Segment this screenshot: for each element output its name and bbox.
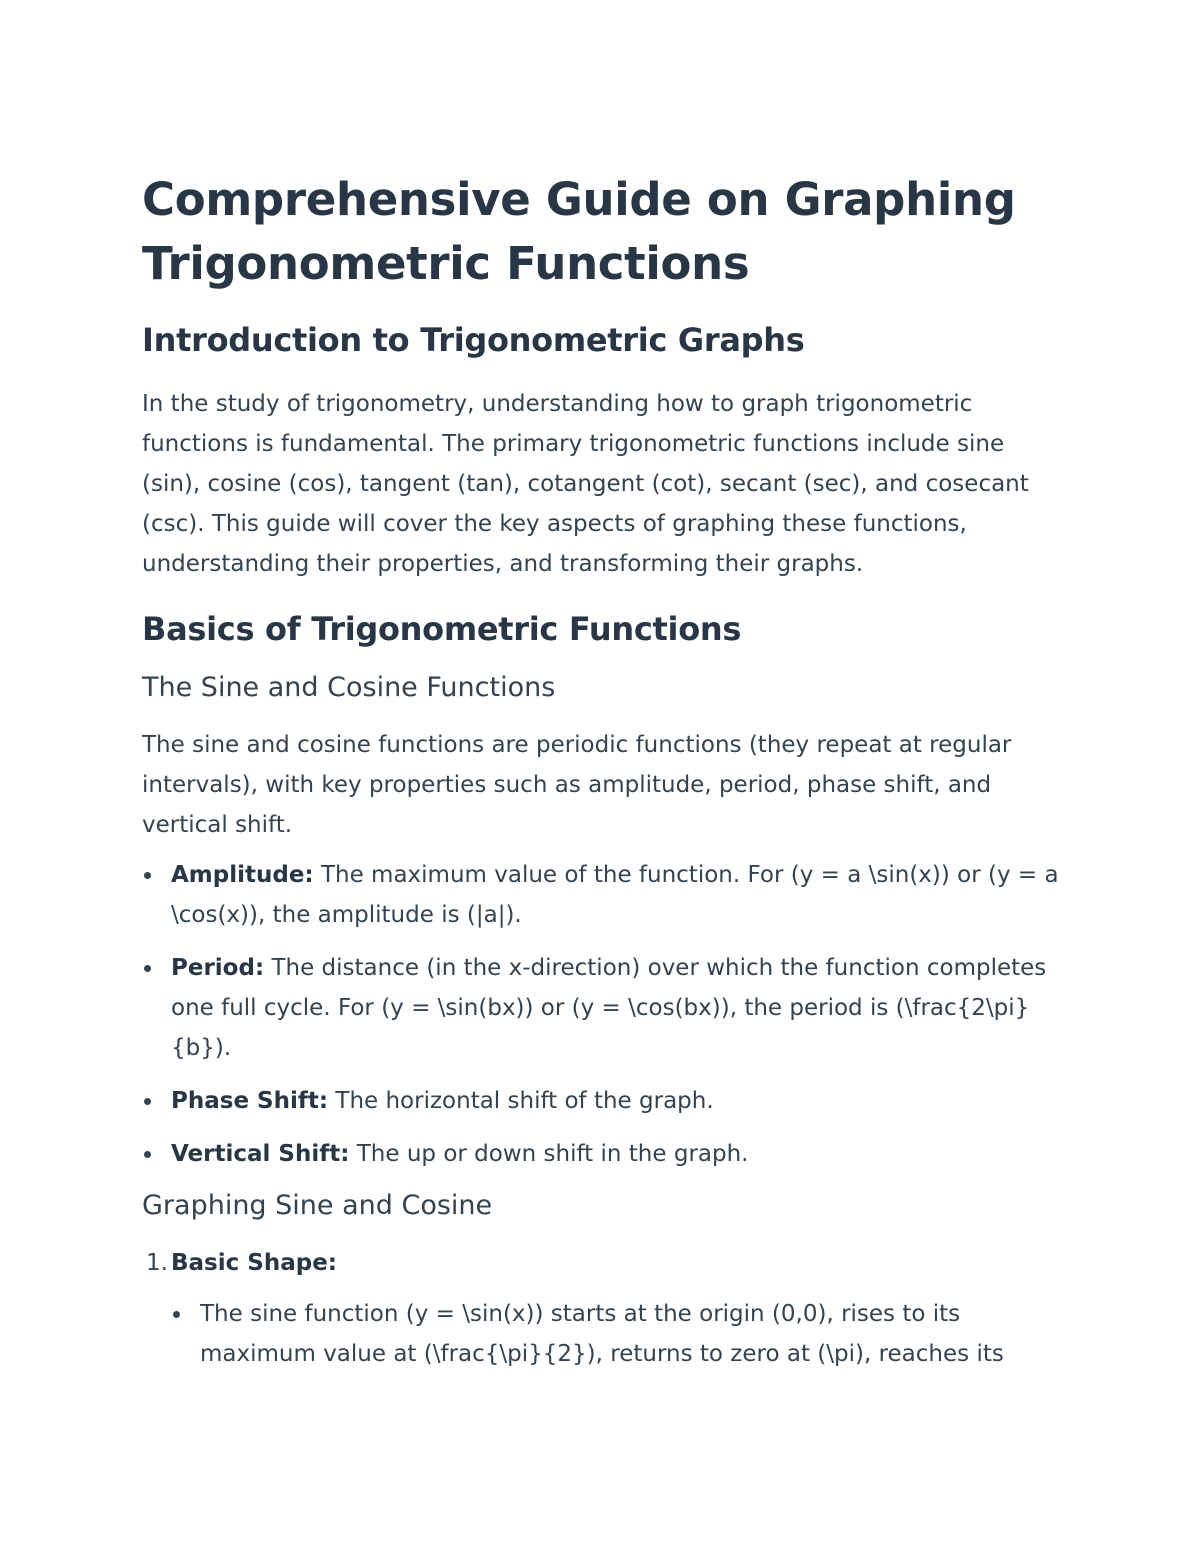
list-item-amplitude xyxy=(142,855,1067,935)
list-item-vertical-shift xyxy=(142,1134,1067,1174)
property-text: The up or down shift in the graph. xyxy=(349,1141,749,1167)
step-number: 1. xyxy=(146,1250,168,1276)
properties-list xyxy=(142,855,1067,1174)
bullet-icon xyxy=(144,872,151,879)
property-text: The horizontal shift of the graph. xyxy=(328,1088,714,1114)
document-page xyxy=(142,168,1067,1374)
sub-list xyxy=(171,1294,1067,1374)
list-item-period xyxy=(142,948,1067,1068)
property-text: The distance (in the x-direction) over which the function completes one full cycle. For (y = \sin(bx)) or (y = \cos(bx)), the period is (\frac{2\pi}{b}). xyxy=(171,955,1047,1061)
property-term: Period: xyxy=(171,955,265,981)
sub-item-text: The sine function (y = \sin(x)) starts at the origin (0,0), rises to its maximum value at (\frac{\pi}{2}), returns to zero at (\pi), reaches its xyxy=(200,1301,1004,1367)
section-heading-basics: Basics of Trigonometric Functions xyxy=(142,610,742,648)
property-text: The maximum value of the function. For (y = a \sin(x)) or (y = a \cos(x)), the amplitude is (|a|). xyxy=(171,862,1059,928)
bullet-icon xyxy=(144,1151,151,1158)
steps-list xyxy=(142,1243,1067,1374)
sub-list-item xyxy=(171,1294,1067,1374)
list-item-phase-shift xyxy=(142,1081,1067,1121)
bullet-icon xyxy=(173,1311,180,1318)
subsection-heading-graphing: Graphing Sine and Cosine xyxy=(142,1190,493,1221)
list-item-basic-shape xyxy=(142,1243,1067,1374)
bullet-icon xyxy=(144,965,151,972)
bullet-icon xyxy=(144,1098,151,1105)
section-heading-intro: Introduction to Trigonometric Graphs xyxy=(142,321,805,359)
intro-paragraph: In the study of trigonometry, understanding how to graph trigonometric functions is fundamental. The primary trigonometric functions include sine (sin), cosine (cos), tangent (tan), cotangent (cot), secant (sec), and cosecant (csc). This guide will cover the key aspects of graphing these functions, understanding their properties, and transforming their graphs. xyxy=(142,391,1029,577)
page-title: Comprehensive Guide on Graphing Trigonometric Functions xyxy=(142,173,1016,290)
sine-cosine-paragraph: The sine and cosine functions are periodic functions (they repeat at regular intervals), with key properties such as amplitude, period, phase shift, and vertical shift. xyxy=(142,732,1012,838)
property-term: Vertical Shift: xyxy=(171,1141,350,1167)
subsection-heading-sine-cosine: The Sine and Cosine Functions xyxy=(142,672,556,703)
property-term: Amplitude: xyxy=(171,862,314,888)
step-term: Basic Shape: xyxy=(171,1250,337,1276)
property-term: Phase Shift: xyxy=(171,1088,329,1114)
